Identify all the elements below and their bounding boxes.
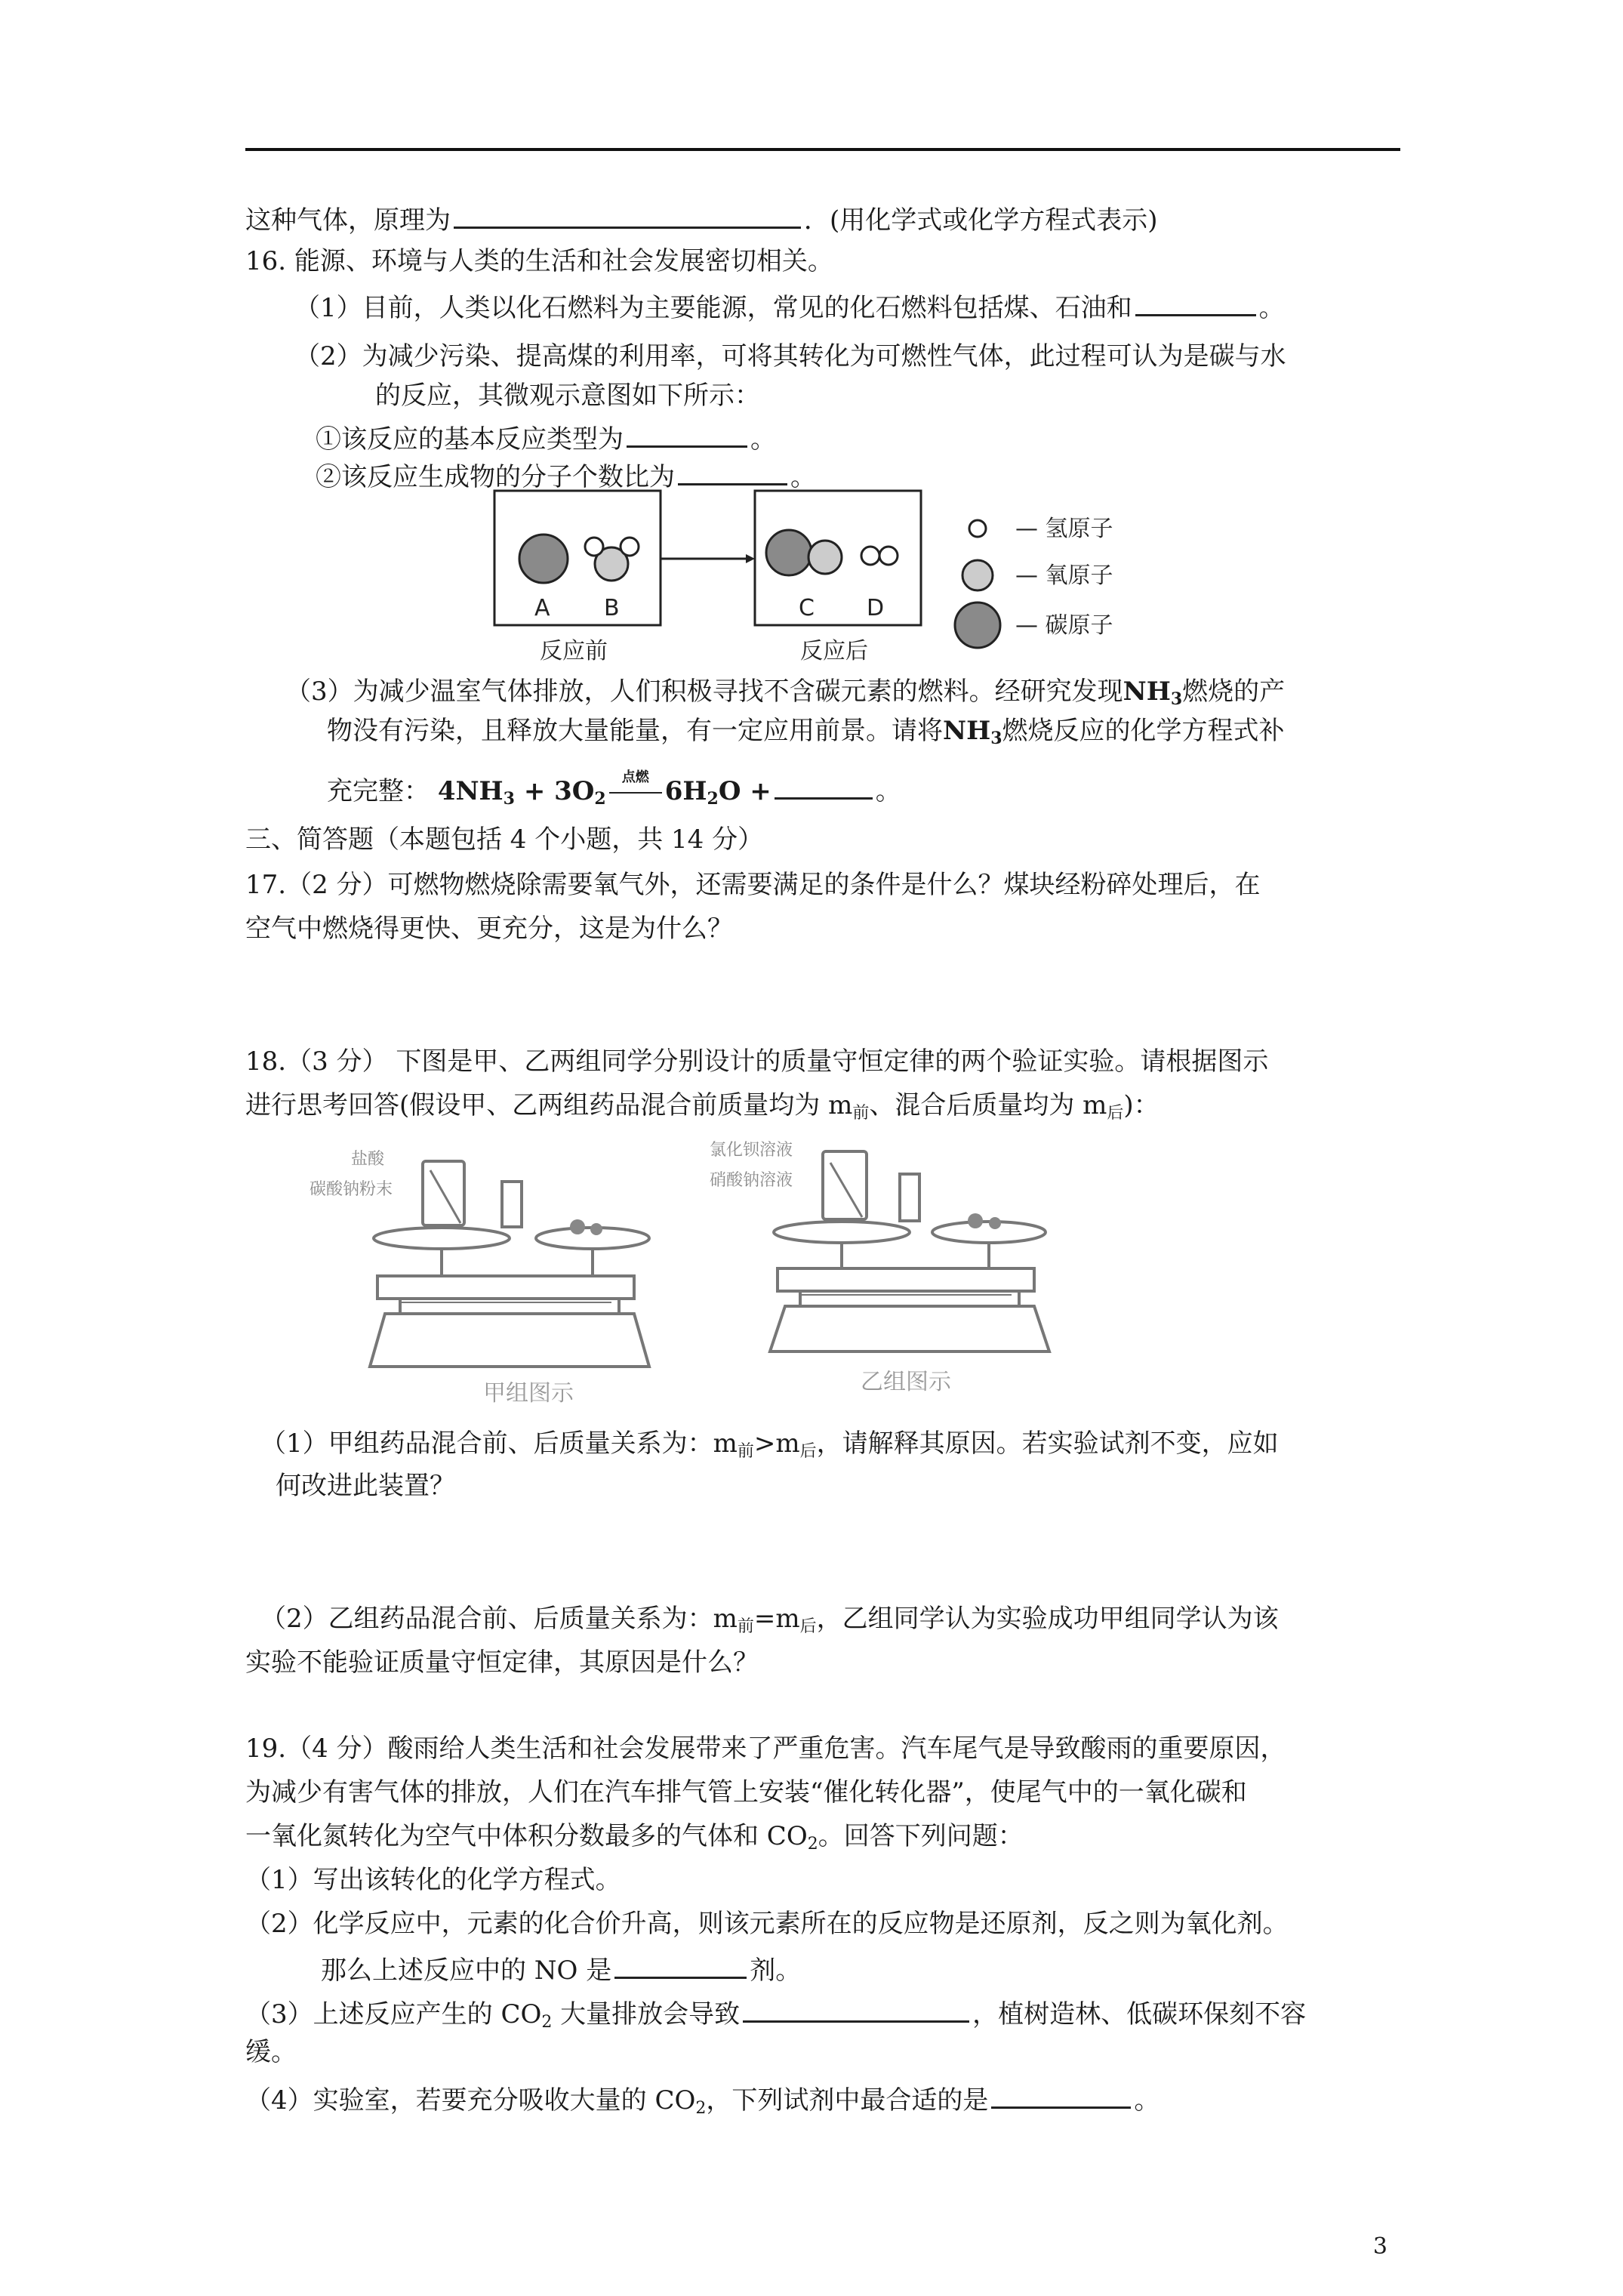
q16-sub2: ②该反应生成物的分子个数比为 。: [316, 456, 816, 494]
hydrogen-atom-D1: [861, 547, 879, 565]
legend-hydrogen-label: — 氢原子: [1015, 516, 1113, 542]
q16-sub1: ①该反应的基本反应类型为 。: [316, 418, 776, 456]
carbon-atom-A: [519, 535, 568, 583]
label-B: B: [604, 595, 620, 621]
answer-blank[interactable]: [678, 456, 787, 485]
caption-after: 反应后: [800, 638, 868, 664]
q19-part1: （1）写出该转化的化学方程式。: [245, 1865, 621, 1895]
q18-part2-line1: （2）乙组药品混合前、后质量关系为：$m_前=m_后$，乙组同学认为实验成功甲组同学认为该: [260, 1604, 1279, 1636]
q19-line1: 19.（4 分）酸雨给人类生活和社会发展带来了严重危害。汽车尾气是导致酸雨的重要原因，: [245, 1734, 1286, 1764]
header-rule: [245, 148, 1400, 151]
legend-carbon-label: — 碳原子: [1015, 612, 1113, 639]
caption-jia: 甲组图示: [483, 1380, 574, 1407]
q19-part2-line1: （2）化学反应中，元素的化合价升高，则该元素所在的反应物是还原剂，反之则为氧化剂。: [245, 1909, 1289, 1939]
q19-part2-line2: 那么上述反应中的 NO 是 剂。: [321, 1949, 801, 1987]
section-title: 三、简答题（本题包括 4 个小题，共 14 分）: [245, 824, 764, 855]
legend-carbon: [955, 603, 1000, 648]
caption-before: 反应前: [540, 638, 608, 664]
hydrogen-atom-B1: [585, 538, 603, 556]
q19-line2: 为减少有害气体的排放，人们在汽车排气管上安装“催化转化器”，使尾气中的一氧化碳和: [245, 1777, 1247, 1808]
q19-part3-line1: （3）上述反应产生的 $CO_2$ 大量排放会导致 ，植树造林、低碳环保刻不容: [245, 1993, 1306, 2039]
balance-figure-jia: [310, 1140, 687, 1412]
answer-blank[interactable]: [743, 1993, 969, 2023]
legend-oxygen-label: — 氧原子: [1015, 562, 1113, 589]
answer-blank[interactable]: [1135, 287, 1256, 316]
answer-blank[interactable]: [614, 1949, 747, 1979]
hydrogen-atom-B2: [621, 538, 639, 556]
q18-line1: 18.（3 分） 下图是甲、乙两组同学分别设计的质量守恒定律的两个验证实验。请根据图示: [245, 1046, 1269, 1077]
caption-yi: 乙组图示: [861, 1369, 951, 1395]
page-number: 3: [1372, 2233, 1387, 2260]
q16-part3-line2: 物没有污染，且释放大量能量，有一定应用前景。请将$NH_3$燃烧反应的化学方程式补: [327, 716, 1285, 748]
atom-legend: [944, 498, 1193, 664]
balance-figure-yi: [702, 1133, 1079, 1404]
q16-part2-line1: （2）为减少污染、提高煤的利用率，可将其转化为可燃性气体，此过程可认为是碳与水: [294, 341, 1286, 371]
q17-line2: 空气中燃烧得更快、更充分，这是为什么？: [245, 914, 733, 944]
label-nano3: 硝酸钠溶液: [710, 1171, 793, 1190]
answer-blank[interactable]: [627, 418, 747, 448]
answer-blank[interactable]: [991, 2079, 1131, 2109]
q18-part1-line2: 何改进此装置？: [276, 1471, 455, 1501]
label-bacl2: 氯化钡溶液: [710, 1141, 793, 1160]
label-C: C: [799, 595, 815, 621]
oxygen-atom-C: [808, 541, 842, 574]
q19-line3: 一氧化氮转化为空气中体积分数最多的气体和 $CO_2$。回答下列问题：: [245, 1821, 1024, 1854]
q16-part3-line1: （3）为减少温室气体排放，人们积极寻找不含碳元素的燃料。经研究发现$NH_3$燃烧的产: [285, 676, 1286, 709]
q18-line2: 进行思考回答(假设甲、乙两组药品混合前质量均为 $m_前$、混合后质量均为 $m_后$)：: [245, 1090, 1160, 1123]
q16-part1: （1）目前，人类以化石燃料为主要能源，常见的化石燃料包括煤、石油和 。: [294, 287, 1285, 325]
q19-part3-line2: 缓。: [245, 2037, 297, 2067]
answer-blank[interactable]: [775, 770, 873, 800]
q16-stem: 16. 能源、环境与人类的生活和社会发展密切相关。: [245, 246, 833, 276]
q18-part1-line1: （1）甲组药品混合前、后质量关系为：$m_前>m_后$，请解释其原因。若实验试剂不变，应如: [260, 1428, 1279, 1461]
carbon-atom-C: [766, 530, 812, 575]
hydrogen-atom-D2: [879, 547, 898, 565]
q16-part3-line3: 充完整： $4NH_3 + 3O_2$ 点燃 $6H_2O$ + 。: [327, 769, 901, 809]
arrow-head: [746, 554, 755, 563]
q18-part2-line2: 实验不能验证质量守恒定律，其原因是什么？: [245, 1647, 759, 1678]
legend-oxygen: [962, 560, 993, 590]
answer-blank[interactable]: [454, 199, 801, 229]
reaction-condition: 点燃: [606, 775, 665, 808]
q17-line1: 17.（2 分）可燃物燃烧除需要氧气外，还需要满足的条件是什么？煤块经粉碎处理后，在: [245, 870, 1261, 900]
legend-hydrogen: [969, 520, 986, 537]
q19-part4: （4）实验室，若要充分吸收大量的 $CO_2$，下列试剂中最合适的是 。: [245, 2079, 1160, 2125]
label-hcl: 盐酸: [351, 1150, 385, 1169]
line-top: 这种气体，原理为 ．(用化学式或化学方程式表示): [245, 199, 1158, 237]
q16-part2-line2: 的反应，其微观示意图如下所示：: [375, 381, 760, 411]
label-D: D: [867, 595, 885, 621]
label-A: A: [534, 595, 550, 621]
label-na2co3: 碳酸钠粉末: [310, 1180, 393, 1199]
